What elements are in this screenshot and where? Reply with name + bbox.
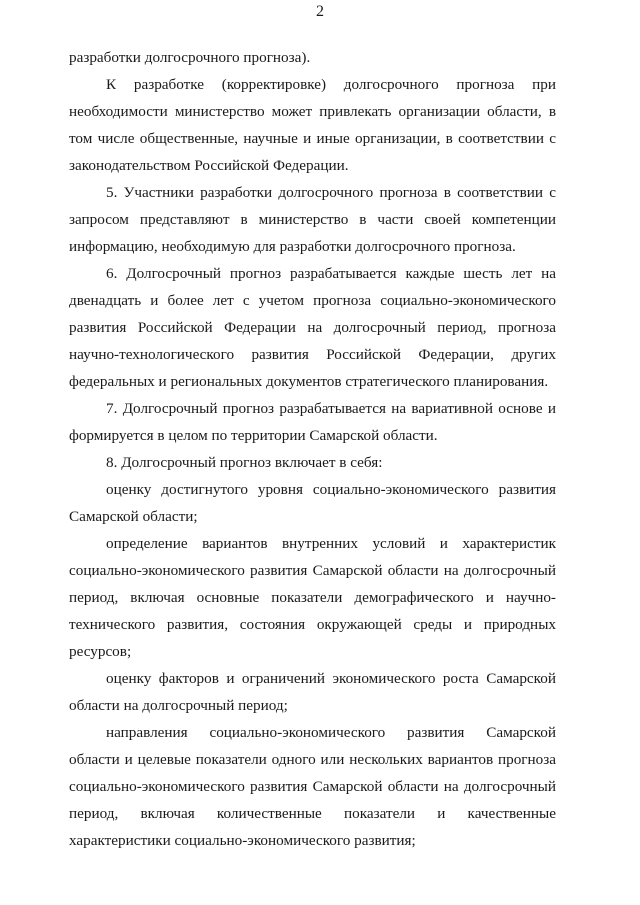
document-body — [69, 44, 556, 854]
paragraph-involvement: К разработке (корректировке) долгосрочного прогноза при необходимости министерство может привлекать организации области, в том числе общественные, научные и иные организации, в соответствии с законодательством Российской Федерации. — [69, 76, 556, 174]
paragraph-item-6: 6. Долгосрочный прогноз разрабатывается каждые шесть лет на двенадцать и более лет с учетом прогноза социально-экономического развития Российской Федерации на долгосрочный период, прогноза научно-технологического развития Российской Федерации, других федеральных и региональных документов стратегического планирования. — [69, 265, 556, 390]
page-number: 2 — [316, 3, 324, 20]
list-item-factors: оценку факторов и ограничений экономического роста Самарской области на долгосрочный период; — [69, 670, 556, 714]
paragraph-item-8: 8. Долгосрочный прогноз включает в себя: — [106, 454, 383, 471]
paragraph-continuation: разработки долгосрочного прогноза). — [69, 49, 311, 66]
list-item-assessment: оценку достигнутого уровня социально-экономического развития Самарской области; — [69, 481, 556, 525]
paragraph-item-5: 5. Участники разработки долгосрочного прогноза в соответствии с запросом представляют в министерство в части своей компетенции информацию, необходимую для разработки долгосрочного прогноза. — [69, 184, 556, 255]
list-item-variants: определение вариантов внутренних условий и характеристик социально-экономического развития Самарской области на долгосрочный период, включая основные показатели демографического и научно-технического развития, состояния окружающей среды и природных ресурсов; — [69, 535, 556, 660]
paragraph-item-7: 7. Долгосрочный прогноз разрабатывается на вариативной основе и формируется в целом по территории Самарской области. — [69, 400, 556, 444]
list-item-directions: направления социально-экономического развития Самарской области и целевые показатели одного или нескольких вариантов прогноза социально-экономического развития Самарской области на долгосрочный период, включая количественные показатели и качественные характеристики социально-экономического развития; — [69, 724, 556, 849]
